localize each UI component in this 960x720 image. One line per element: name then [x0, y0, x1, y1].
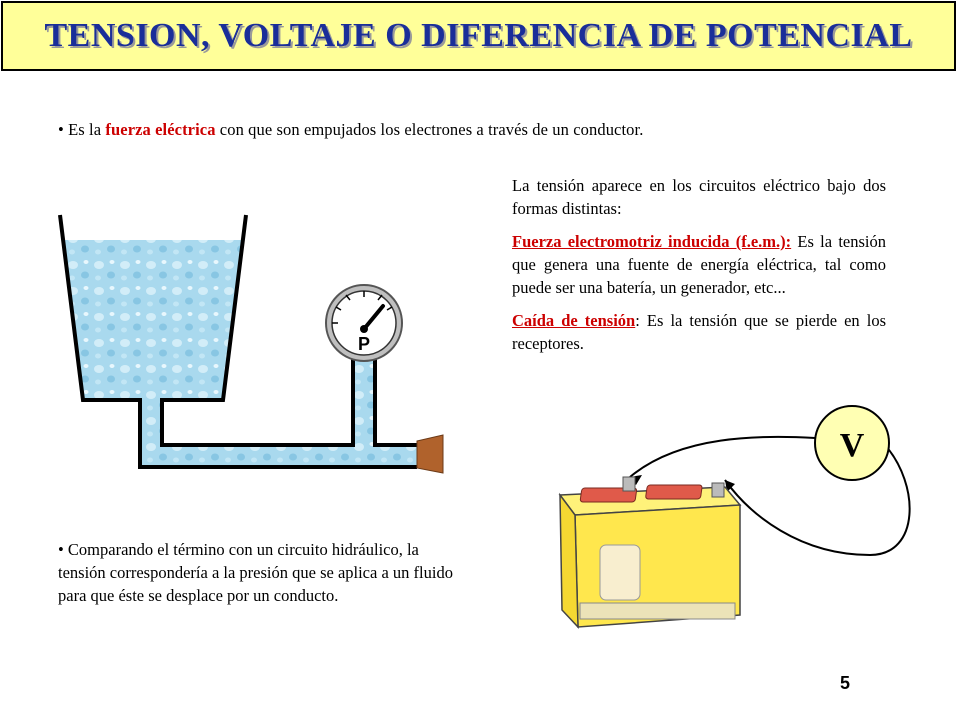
definition-after: con que son empujados los electrones a través de un conductor.	[219, 120, 644, 139]
tank-water	[63, 240, 243, 398]
wire-left	[630, 437, 815, 477]
definition-bullet	[58, 120, 643, 140]
bullet-marker: •	[58, 540, 64, 559]
bullet-marker: •	[58, 120, 64, 139]
fem-text: Es la tensión que genera una fuente de energía eléctrica, tal como puede ser una batería, un generador, etc...	[512, 232, 886, 297]
hydraulic-comparison-bullet	[58, 538, 458, 607]
page-number: 5	[840, 673, 851, 693]
caida-paragraph	[512, 309, 886, 355]
pipe-wall	[375, 355, 417, 445]
definition-highlight: fuerza eléctrica	[105, 120, 216, 139]
page-title: TENSION, VOLTAJE O DIFERENCIA DE POTENCIAL	[44, 17, 913, 54]
title-banner	[1, 1, 956, 71]
battery-voltmeter-illustration	[540, 395, 940, 655]
hydraulic-comparison-text: Comparando el término con un circuito hidráulico, la tensión correspondería a la presión que se aplica a un fluido para que éste se desplace por un conducto.	[58, 540, 453, 605]
fem-term: Fuerza electromotriz inducida (f.e.m.):	[512, 232, 792, 251]
hydraulic-tank-illustration	[40, 205, 460, 475]
fem-paragraph	[512, 230, 886, 299]
gauge-label: P	[357, 334, 371, 354]
caida-text: : Es la tensión que se pierde en los receptores.	[512, 311, 886, 353]
caida-term: Caída de tensión	[512, 311, 636, 330]
cork-stopper	[417, 435, 443, 473]
voltmeter-label: V	[839, 427, 865, 464]
battery	[560, 477, 740, 627]
definition-before: Es la	[68, 120, 102, 139]
forms-of-voltage-text	[512, 174, 886, 365]
forms-intro: La tensión aparece en los circuitos eléctrico bajo dos formas distintas:	[512, 176, 886, 218]
